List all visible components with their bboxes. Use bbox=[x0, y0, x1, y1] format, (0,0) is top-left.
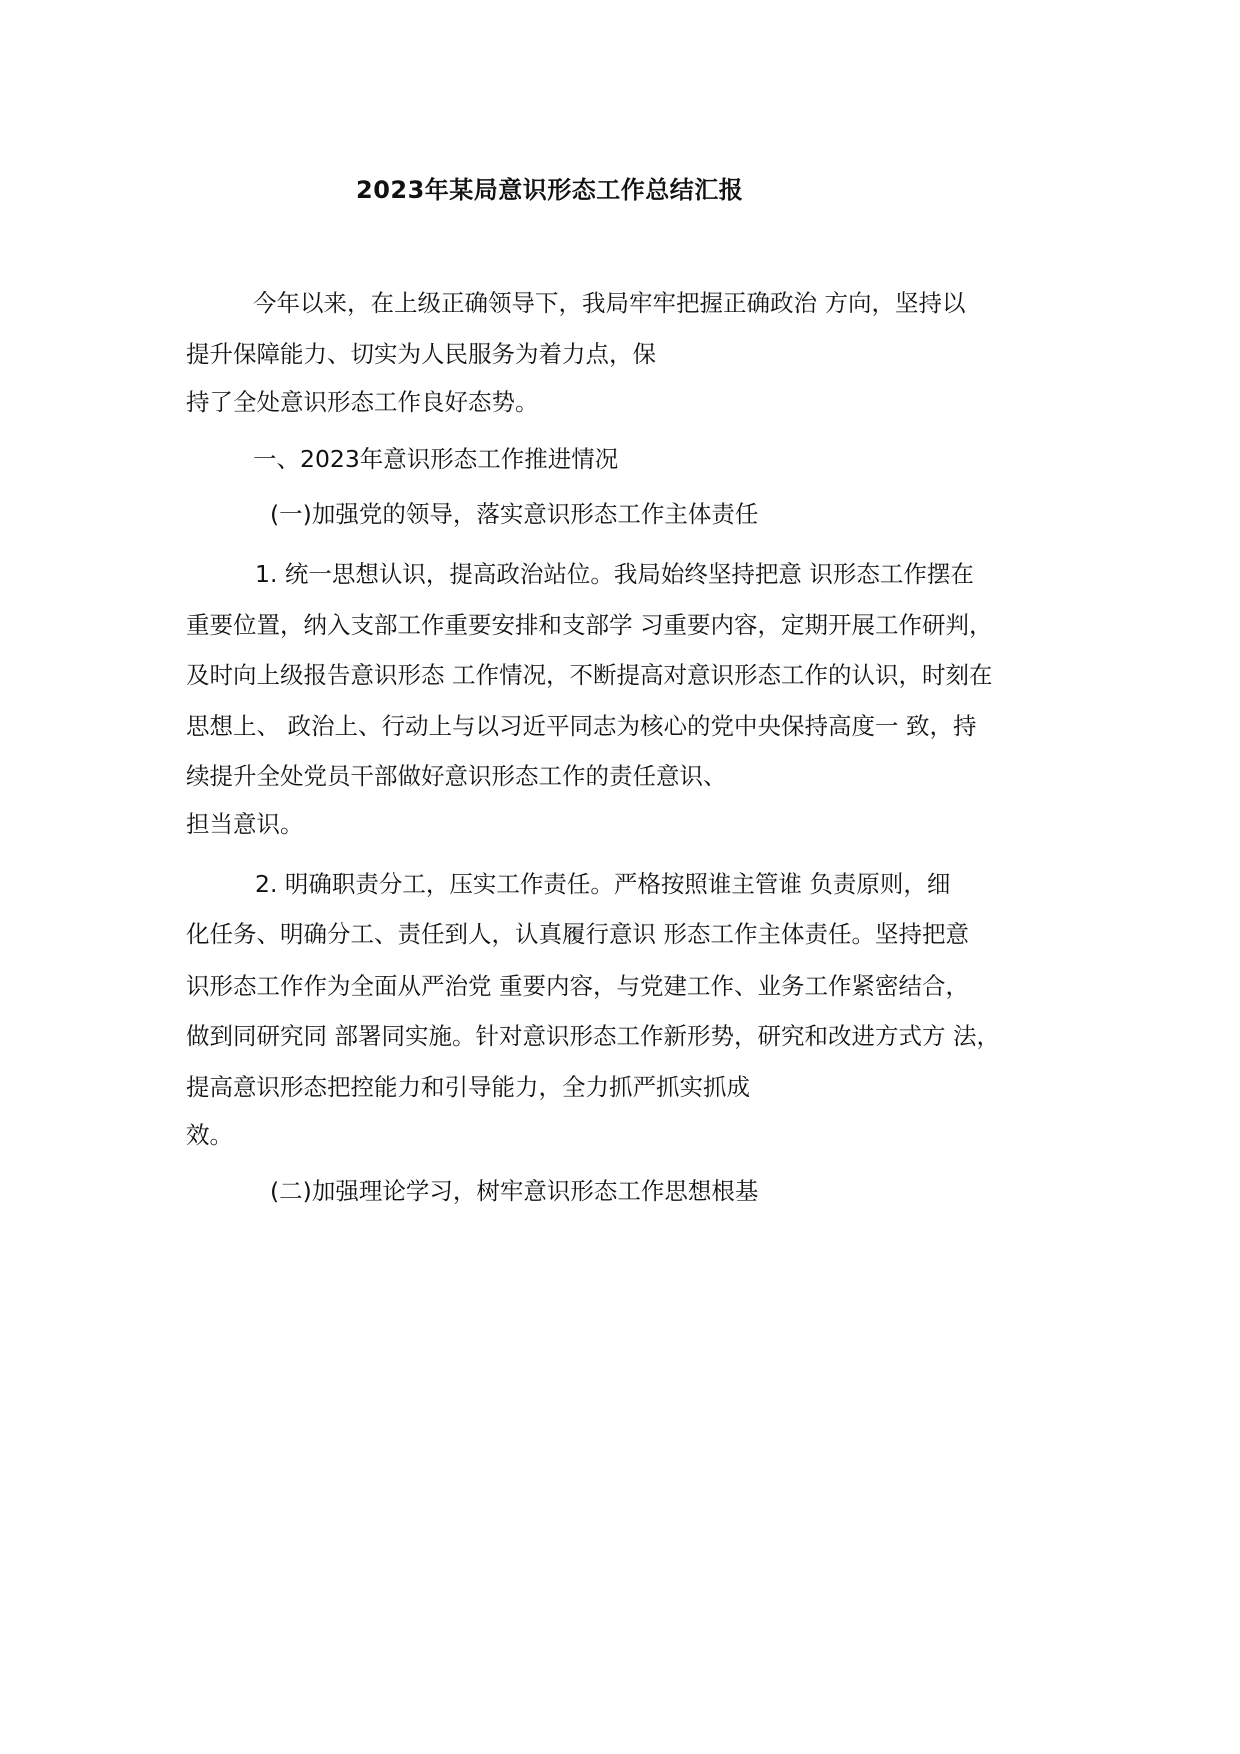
intro-line-2: 提升保障能力、切实为人民服务为着力点，保 bbox=[186, 340, 656, 368]
item-2-line-1: 2. 明确职责分工，压实工作责任。严格按照谁主管谁 负责原则，细 bbox=[255, 870, 951, 898]
item-2-line-4: 做到同研究同 部署同实施。针对意识形态工作新形势，研究和改进方式方 法， bbox=[186, 1022, 1000, 1050]
subsection-1-heading: (一)加强党的领导，落实意识形态工作主体责任 bbox=[270, 500, 759, 528]
item-2-line-3: 识形态工作作为全面从严治党 重要内容，与党建工作、业务工作紧密结合， bbox=[186, 972, 969, 1000]
item-1-line-6: 担当意识。 bbox=[186, 810, 304, 838]
intro-line-3: 持了全处意识形态工作良好态势。 bbox=[186, 388, 539, 416]
intro-line-1: 今年以来，在上级正确领导下，我局牢牢把握正确政治 方向，坚持以 bbox=[253, 289, 966, 317]
item-2-line-6: 效。 bbox=[186, 1121, 233, 1149]
item-1-line-5: 续提升全处党员干部做好意识形态工作的责任意识、 bbox=[186, 762, 727, 790]
subsection-2-heading: (二)加强理论学习，树牢意识形态工作思想根基 bbox=[270, 1177, 759, 1205]
item-1-line-3: 及时向上级报告意识形态 工作情况，不断提高对意识形态工作的认识，时刻在 bbox=[186, 661, 993, 689]
item-1-line-4: 思想上、 政治上、行动上与以习近平同志为核心的党中央保持高度一 致，持 bbox=[186, 712, 977, 740]
item-2-line-5: 提高意识形态把控能力和引导能力，全力抓严抓实抓成 bbox=[186, 1073, 750, 1101]
item-2-line-2: 化任务、明确分工、责任到人，认真履行意识 形态工作主体责任。坚持把意 bbox=[186, 920, 969, 948]
document-title: 2023年某局意识形态工作总结汇报 bbox=[356, 176, 744, 204]
item-1-line-1: 1. 统一思想认识，提高政治站位。我局始终坚持把意 识形态工作摆在 bbox=[255, 560, 974, 588]
section-1-heading: 一、2023年意识形态工作推进情况 bbox=[253, 445, 619, 473]
item-1-line-2: 重要位置，纳入支部工作重要安排和支部学 习重要内容，定期开展工作研判， bbox=[186, 611, 993, 639]
